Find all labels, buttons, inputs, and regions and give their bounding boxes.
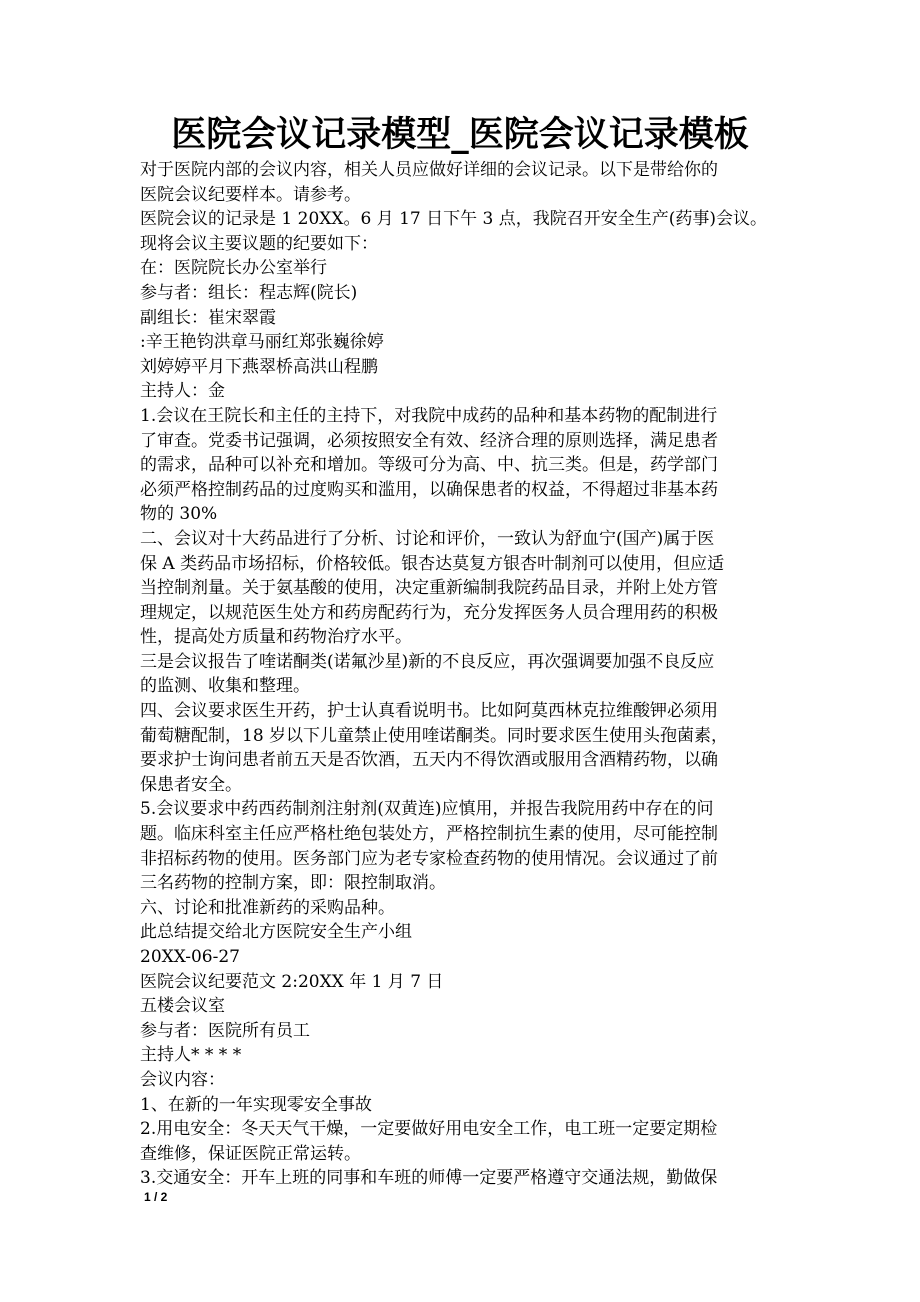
- text-line: 1、在新的一年实现零安全事故: [140, 1094, 372, 1115]
- text-line: 保 A 类药品市场招标，价格较低。银杏达莫复方银杏叶制剂可以使用，但应适: [140, 553, 725, 574]
- text-line: 必须严格控制药品的过度购买和滥用，以确保患者的权益，不得超过非基本药: [140, 479, 718, 500]
- page-number: 1 / 2: [144, 1190, 168, 1204]
- text-line: 要求护士询问患者前五天是否饮酒，五天内不得饮酒或服用含酒精药物，以确: [140, 750, 718, 771]
- text-line: 理规定，以规范医生处方和药房配药行为，充分发挥医务人员合理用药的积极: [140, 602, 718, 623]
- text-line: 二、会议对十大药品进行了分析、讨论和评价，一致认为舒血宁(国产)属于医: [140, 528, 715, 549]
- text-line: 三是会议报告了喹诺酮类(诺氟沙星)新的不良反应，再次强调要加强不良反应: [140, 651, 715, 672]
- text-line: 在：医院院长办公室举行: [140, 258, 327, 279]
- text-line: 对于医院内部的会议内容，相关人员应做好详细的会议记录。以下是带给你的: [140, 160, 718, 180]
- text-line: 现将会议主要议题的纪要如下：: [140, 233, 378, 254]
- text-line: 四、会议要求医生开药，护士认真看说明书。比如阿莫西林克拉维酸钾必须用: [140, 701, 718, 722]
- text-line: 的监测、收集和整理。: [140, 676, 310, 697]
- text-line: 三名药物的控制方案，即：限控制取消。: [140, 873, 446, 894]
- document-body: [140, 158, 840, 1191]
- text-line: 1.会议在王院长和主任的主持下，对我院中成药的品种和基本药物的配制进行: [140, 405, 718, 426]
- text-line: 主持人* * * *: [140, 1045, 242, 1066]
- text-line: 物的 30%: [140, 504, 218, 525]
- text-line: 2.用电安全：冬天天气干燥，一定要做好用电安全工作，电工班一定要定期检: [140, 1119, 718, 1140]
- text-line: 参与者：组长：程志辉(院长): [140, 282, 358, 303]
- text-line: 六、讨论和批准新药的采购品种。: [140, 897, 395, 918]
- text-line: 五楼会议室: [140, 996, 225, 1017]
- text-line: 20XX-06-27: [140, 947, 240, 967]
- text-line: 3.交通安全：开车上班的同事和车班的师傅一定要严格遵守交通法规，勤做保: [140, 1168, 718, 1189]
- text-line: 题。临床科室主任应严格杜绝包装处方，严格控制抗生素的使用，尽可能控制: [140, 824, 718, 845]
- text-line: 医院会议的记录是 1 20XX。6 月 17 日下午 3 点，我院召开安全生产(药事)会议。: [140, 209, 768, 230]
- text-line: 会议内容：: [140, 1069, 225, 1090]
- text-line: 此总结提交给北方医院安全生产小组: [140, 922, 412, 943]
- text-line: 性，提高处方质量和药物治疗水平。: [140, 627, 412, 648]
- text-line: 参与者：医院所有员工: [140, 1020, 310, 1041]
- text-line: 了审查。党委书记强调，必须按照安全有效、经济合理的原则选择，满足患者: [140, 430, 718, 451]
- text-line: 副组长：崔宋翠霞: [140, 307, 276, 328]
- text-line: 保患者安全。: [140, 774, 242, 795]
- text-line: 5.会议要求中药西药制剂注射剂(双黄连)应慎用，并报告我院用药中存在的问: [140, 799, 714, 820]
- text-line: 非招标药物的使用。医务部门应为老专家检查药物的使用情况。会议通过了前: [140, 848, 718, 869]
- text-line: 主持人：金: [140, 381, 225, 402]
- document-title: 医院会议记录模型_医院会议记录模板: [171, 114, 749, 155]
- text-line: 的需求，品种可以补充和增加。等级可分为高、中、抗三类。但是，药学部门: [140, 455, 718, 476]
- text-line: :辛王艳钧洪章马丽红郑张巍徐婷: [140, 332, 384, 353]
- text-line: 医院会议纪要范文 2:20XX 年 1 月 7 日: [140, 971, 444, 992]
- text-line: 葡萄糖配制，18 岁以下儿童禁止使用喹诺酮类。同时要求医生使用头孢菌素，: [140, 725, 729, 746]
- text-line: 刘婷婷平月下燕翠桥高洪山程鹏: [140, 356, 378, 377]
- text-line: 当控制剂量。关于氨基酸的使用，决定重新编制我院药品目录，并附上处方管: [140, 578, 718, 599]
- text-line: 查维修，保证医院正常运转。: [140, 1143, 361, 1164]
- text-line: 医院会议纪要样本。请参考。: [140, 184, 361, 205]
